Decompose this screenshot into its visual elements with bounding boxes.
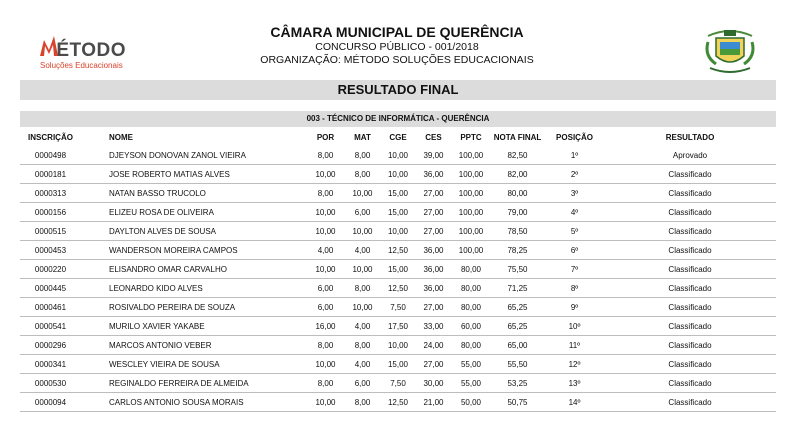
cell-inscricao: 0000445 — [20, 279, 81, 298]
col-inscricao-header: INSCRIÇÃO — [28, 132, 73, 142]
cell-cge: 12,50 — [381, 241, 415, 260]
cell-cge: 17,50 — [381, 317, 415, 336]
metodo-logo-subtitle: Soluções Educacionais — [40, 61, 123, 70]
contest-line: CONCURSO PÚBLICO - 001/2018 — [315, 41, 479, 53]
cell-cge: 10,00 — [381, 336, 415, 355]
cell-por: 6,00 — [307, 279, 344, 298]
cell-nome: DAYLTON ALVES DE SOUSA — [81, 222, 307, 241]
cell-resultado: Classificado — [604, 184, 776, 203]
cell-nome: WESCLEY VIEIRA DE SOUSA — [81, 355, 307, 374]
cell-ces: 39,00 — [415, 146, 452, 165]
cell-posicao: 2º — [545, 165, 604, 184]
table-row — [20, 241, 776, 260]
cell-inscricao: 0000094 — [20, 393, 81, 412]
cell-posicao: 8º — [545, 279, 604, 298]
cell-mat: 8,00 — [344, 336, 381, 355]
cell-por: 6,00 — [307, 298, 344, 317]
cell-por: 4,00 — [307, 241, 344, 260]
position-group-header: 003 - TÉCNICO DE INFORMÁTICA - QUERÊNCIA — [20, 111, 776, 127]
cell-nota-final: 78,50 — [490, 222, 545, 241]
cell-pptc: 100,00 — [452, 241, 490, 260]
cell-posicao: 10º — [545, 317, 604, 336]
cell-por: 8,00 — [307, 184, 344, 203]
cell-ces: 27,00 — [415, 355, 452, 374]
table-row — [20, 374, 776, 393]
col-nota-final-header: NOTA FINAL — [493, 132, 542, 142]
cell-cge: 15,00 — [381, 260, 415, 279]
cell-resultado: Classificado — [604, 222, 776, 241]
cell-ces: 27,00 — [415, 203, 452, 222]
cell-ces: 36,00 — [415, 165, 452, 184]
table-row — [20, 203, 776, 222]
cell-cge: 10,00 — [381, 222, 415, 241]
cell-ces: 36,00 — [415, 279, 452, 298]
cell-nome: LEONARDO KIDO ALVES — [81, 279, 307, 298]
results-table-body — [20, 146, 776, 412]
cell-mat: 8,00 — [344, 279, 381, 298]
cell-nota-final: 53,25 — [490, 374, 545, 393]
cell-posicao: 5º — [545, 222, 604, 241]
cell-cge: 12,50 — [381, 279, 415, 298]
cell-cge: 10,00 — [381, 165, 415, 184]
cell-posicao: 4º — [545, 203, 604, 222]
col-posicao-header: POSIÇÃO — [556, 132, 593, 142]
cell-nome: ELIZEU ROSA DE OLIVEIRA — [81, 203, 307, 222]
col-cge-header: CGE — [389, 132, 407, 142]
cell-por: 10,00 — [307, 222, 344, 241]
cell-posicao: 11º — [545, 336, 604, 355]
cell-mat: 10,00 — [344, 222, 381, 241]
cell-nome: MARCOS ANTONIO VEBER — [81, 336, 307, 355]
cell-pptc: 100,00 — [452, 146, 490, 165]
cell-mat: 6,00 — [344, 203, 381, 222]
cell-nota-final: 65,00 — [490, 336, 545, 355]
cell-ces: 21,00 — [415, 393, 452, 412]
cell-ces: 27,00 — [415, 222, 452, 241]
cell-mat: 8,00 — [344, 393, 381, 412]
cell-posicao: 9º — [545, 298, 604, 317]
cell-pptc: 100,00 — [452, 184, 490, 203]
cell-mat: 4,00 — [344, 355, 381, 374]
col-ces-header: CES — [425, 132, 442, 142]
result-banner: RESULTADO FINAL — [20, 80, 776, 100]
metodo-logo-wordmark: ÉTODO — [56, 40, 127, 61]
cell-nota-final: 78,25 — [490, 241, 545, 260]
cell-inscricao: 0000341 — [20, 355, 81, 374]
cell-mat: 10,00 — [344, 260, 381, 279]
cell-pptc: 50,00 — [452, 393, 490, 412]
cell-resultado: Classificado — [604, 374, 776, 393]
cell-resultado: Aprovado — [604, 146, 776, 165]
cell-por: 8,00 — [307, 336, 344, 355]
cell-nota-final: 82,00 — [490, 165, 545, 184]
cell-ces: 36,00 — [415, 260, 452, 279]
cell-pptc: 80,00 — [452, 298, 490, 317]
cell-resultado: Classificado — [604, 355, 776, 374]
document-header — [0, 24, 794, 67]
results-table — [20, 128, 776, 412]
organization-line: ORGANIZAÇÃO: MÉTODO SOLUÇÕES EDUCACIONAIS — [260, 54, 534, 66]
cell-por: 16,00 — [307, 317, 344, 336]
cell-por: 8,00 — [307, 146, 344, 165]
cell-nota-final: 65,25 — [490, 317, 545, 336]
cell-posicao: 1º — [545, 146, 604, 165]
col-mat-header: MAT — [354, 132, 371, 142]
table-row — [20, 222, 776, 241]
cell-ces: 30,00 — [415, 374, 452, 393]
cell-inscricao: 0000220 — [20, 260, 81, 279]
cell-nota-final: 75,50 — [490, 260, 545, 279]
cell-inscricao: 0000313 — [20, 184, 81, 203]
cell-pptc: 80,00 — [452, 279, 490, 298]
cell-pptc: 80,00 — [452, 336, 490, 355]
cell-posicao: 6º — [545, 241, 604, 260]
table-row — [20, 260, 776, 279]
cell-posicao: 7º — [545, 260, 604, 279]
cell-pptc: 80,00 — [452, 260, 490, 279]
table-header-row — [20, 128, 776, 146]
cell-posicao: 13º — [545, 374, 604, 393]
cell-ces: 27,00 — [415, 184, 452, 203]
cell-pptc: 55,00 — [452, 374, 490, 393]
cell-nome: CARLOS ANTONIO SOUSA MORAIS — [81, 393, 307, 412]
cell-posicao: 14º — [545, 393, 604, 412]
cell-mat: 8,00 — [344, 146, 381, 165]
cell-inscricao: 0000156 — [20, 203, 81, 222]
cell-cge: 12,50 — [381, 393, 415, 412]
col-resultado-header: RESULTADO — [665, 132, 715, 142]
col-por-header: POR — [316, 132, 335, 142]
cell-ces: 24,00 — [415, 336, 452, 355]
cell-ces: 36,00 — [415, 241, 452, 260]
cell-inscricao: 0000453 — [20, 241, 81, 260]
cell-nota-final: 80,00 — [490, 184, 545, 203]
cell-mat: 10,00 — [344, 184, 381, 203]
cell-nota-final: 55,50 — [490, 355, 545, 374]
cell-nome: MURILO XAVIER YAKABE — [81, 317, 307, 336]
table-row — [20, 336, 776, 355]
cell-nota-final: 79,00 — [490, 203, 545, 222]
cell-posicao: 12º — [545, 355, 604, 374]
table-row — [20, 279, 776, 298]
cell-resultado: Classificado — [604, 203, 776, 222]
cell-pptc: 55,00 — [452, 355, 490, 374]
cell-mat: 8,00 — [344, 165, 381, 184]
cell-inscricao: 0000498 — [20, 146, 81, 165]
cell-inscricao: 0000541 — [20, 317, 81, 336]
cell-nome: NATAN BASSO TRUCOLO — [81, 184, 307, 203]
cell-cge: 15,00 — [381, 184, 415, 203]
table-row — [20, 298, 776, 317]
cell-pptc: 100,00 — [452, 165, 490, 184]
cell-posicao: 3º — [545, 184, 604, 203]
cell-inscricao: 0000530 — [20, 374, 81, 393]
cell-inscricao: 0000296 — [20, 336, 81, 355]
cell-cge: 15,00 — [381, 203, 415, 222]
cell-resultado: Classificado — [604, 241, 776, 260]
cell-pptc: 100,00 — [452, 222, 490, 241]
cell-resultado: Classificado — [604, 317, 776, 336]
cell-por: 10,00 — [307, 355, 344, 374]
cell-pptc: 100,00 — [452, 203, 490, 222]
document-title: CÂMARA MUNICIPAL DE QUERÊNCIA — [270, 24, 524, 40]
cell-mat: 6,00 — [344, 374, 381, 393]
cell-resultado: Classificado — [604, 393, 776, 412]
col-pptc-header: PPTC — [460, 132, 482, 142]
table-row — [20, 317, 776, 336]
cell-nome: ROSIVALDO PEREIRA DE SOUZA — [81, 298, 307, 317]
cell-inscricao: 0000461 — [20, 298, 81, 317]
cell-resultado: Classificado — [604, 279, 776, 298]
table-row — [20, 355, 776, 374]
cell-cge: 7,50 — [381, 374, 415, 393]
cell-nota-final: 82,50 — [490, 146, 545, 165]
cell-por: 10,00 — [307, 260, 344, 279]
cell-nome: JOSE ROBERTO MATIAS ALVES — [81, 165, 307, 184]
cell-resultado: Classificado — [604, 165, 776, 184]
cell-nota-final: 65,25 — [490, 298, 545, 317]
cell-resultado: Classificado — [604, 336, 776, 355]
cell-nome: ELISANDRO OMAR CARVALHO — [81, 260, 307, 279]
cell-ces: 27,00 — [415, 298, 452, 317]
cell-resultado: Classificado — [604, 260, 776, 279]
cell-cge: 15,00 — [381, 355, 415, 374]
cell-resultado: Classificado — [604, 298, 776, 317]
cell-mat: 10,00 — [344, 298, 381, 317]
cell-cge: 7,50 — [381, 298, 415, 317]
cell-pptc: 60,00 — [452, 317, 490, 336]
cell-nome: WANDERSON MOREIRA CAMPOS — [81, 241, 307, 260]
table-row — [20, 393, 776, 412]
cell-nota-final: 50,75 — [490, 393, 545, 412]
cell-inscricao: 0000515 — [20, 222, 81, 241]
table-row — [20, 146, 776, 165]
cell-ces: 33,00 — [415, 317, 452, 336]
cell-por: 10,00 — [307, 165, 344, 184]
cell-inscricao: 0000181 — [20, 165, 81, 184]
cell-nome: REGINALDO FERREIRA DE ALMEIDA — [81, 374, 307, 393]
cell-nome: DJEYSON DONOVAN ZANOL VIEIRA — [81, 146, 307, 165]
cell-mat: 4,00 — [344, 241, 381, 260]
cell-nota-final: 71,25 — [490, 279, 545, 298]
table-row — [20, 184, 776, 203]
cell-cge: 10,00 — [381, 146, 415, 165]
cell-mat: 4,00 — [344, 317, 381, 336]
table-row — [20, 165, 776, 184]
cell-por: 10,00 — [307, 393, 344, 412]
cell-por: 10,00 — [307, 203, 344, 222]
cell-por: 8,00 — [307, 374, 344, 393]
col-nome-header: NOME — [109, 132, 133, 142]
